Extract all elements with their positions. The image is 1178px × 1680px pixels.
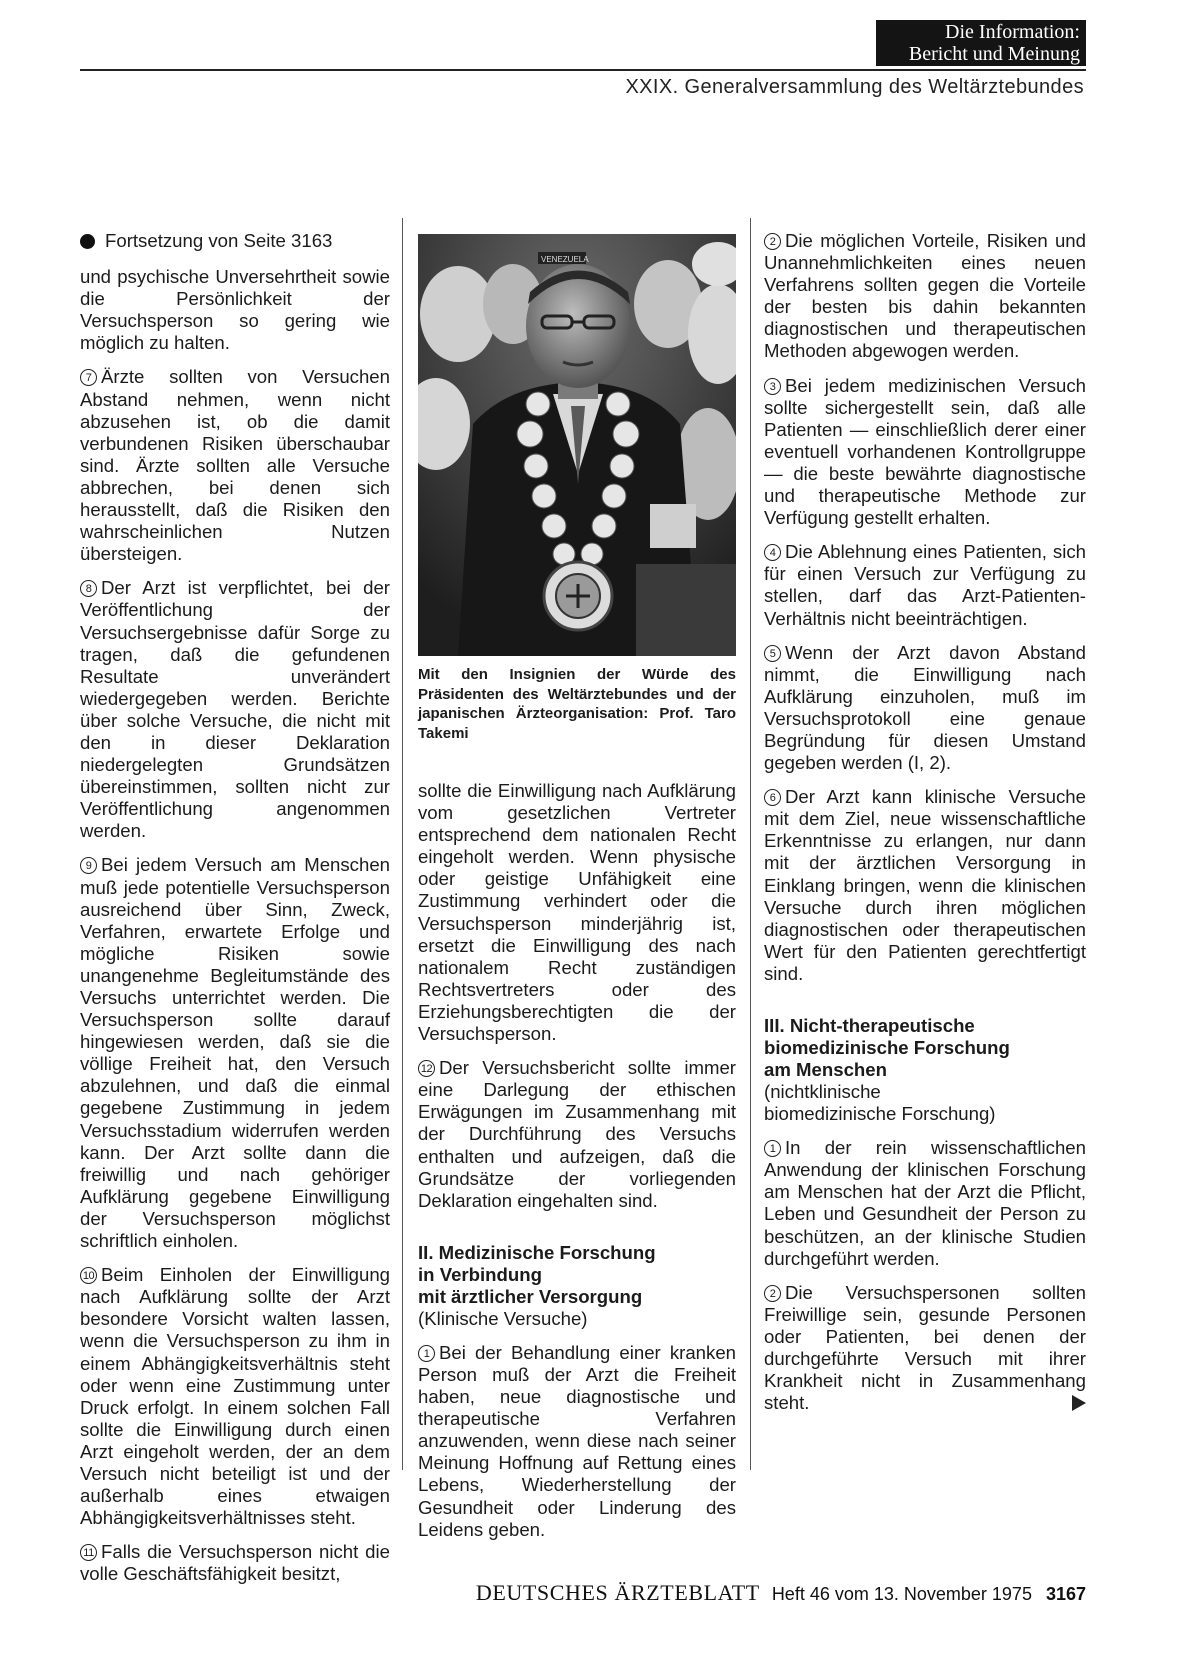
column-middle bbox=[418, 780, 736, 1553]
paragraph-II-3 bbox=[764, 375, 1086, 530]
heading-line: III. Nicht-therapeutische bbox=[764, 1015, 975, 1036]
paragraph-10 bbox=[80, 1264, 390, 1529]
section-subheading-2: (Klinische Versuche) bbox=[418, 1307, 588, 1329]
paragraph-III-1 bbox=[764, 1137, 1086, 1270]
heading-line: in Verbindung bbox=[418, 1263, 542, 1285]
column-right bbox=[764, 230, 1086, 1426]
page-number: 3167 bbox=[1045, 1584, 1086, 1604]
paragraph-text: Die Versuchspersonen sollten Freiwillige sein, gesunde Personen oder Patienten, bei denen der durchgeführte Versuch mit ihrer Krankheit nicht in Zusammenhang steht. bbox=[764, 1281, 1086, 1414]
portrait-photo bbox=[418, 234, 736, 656]
circled-number: 1 bbox=[418, 1345, 435, 1362]
photo-sign-text: VENEZUELA bbox=[541, 255, 589, 264]
paragraph: und psychische Unversehrtheit sowie die Persönlichkeit der Versuchsperson so gering wie möglich zu halten. bbox=[80, 266, 390, 354]
circled-number: 9 bbox=[80, 857, 97, 874]
issue-info: Heft 46 vom 13. November 1975 bbox=[771, 1584, 1032, 1604]
paragraph-III-2 bbox=[764, 1282, 1086, 1415]
section-heading-2 bbox=[418, 1242, 736, 1308]
paragraph-text: Der Versuchsbericht sollte immer eine Darlegung der ethischen Erwägungen im Zusammenhang mit der Durchführung des Versuchs enthalten und aufzeigen, daß die Grundsätze der vorliegenden Deklaration eingehalten sind. bbox=[418, 1057, 736, 1211]
paragraph-II-1 bbox=[418, 1342, 736, 1541]
paragraph-text: Bei der Behandlung einer kranken Person muß der Arzt die Freiheit haben, neue diagnostische und therapeutische Verfahren anzuwenden, wenn diese nach seiner Meinung Hoffnung auf Rettung eines Lebens, Wiederherstellung der Gesundheit oder Linderung des Leidens geben. bbox=[418, 1341, 736, 1540]
paragraph-text: Die möglichen Vorteile, Risiken und Unannehmlichkeiten eines neuen Verfahrens sollten gegen die Vorteile der besten bis dahin bekannten diagnostischen und therapeutischen Methoden abgewogen werden. bbox=[764, 230, 1086, 362]
column-left bbox=[80, 230, 390, 1597]
paragraph-text: Beim Einholen der Einwilligung nach Aufklärung sollte der Arzt besondere Vorsicht walten lassen, wenn die Versuchsperson zu ihm in einem Abhängigkeitsverhältnis steht oder wenn eine Zustimmung unter Druck erfolgt. In einem solchen Fall sollte die Einwilligung durch einen Arzt eingeholt werden, der an dem Versuch nicht beteiligt ist und der außerhalb eines etwaigen Abhängigkeitsverhältnisses steht. bbox=[80, 1264, 390, 1529]
paragraph-11-continued: sollte die Einwilligung nach Aufklärung vom gesetzlichen Vertreter entsprechend dem nationalen Recht eingeholt werden. Wenn physische oder geistige Unfähigkeit eine Zustimmung verhindert oder die Versuchsperson minderjährig ist, ersetzt die Einwilligung des nach nationalem Recht zuständigen Rechtsvertreters oder des Erziehungsberechtigten die der Versuchsperson. bbox=[418, 780, 736, 1045]
column-divider bbox=[402, 218, 403, 1470]
heading-line: biomedizinische Forschung bbox=[764, 1037, 1010, 1058]
circled-number: 7 bbox=[80, 369, 97, 386]
paragraph-text: Bei jedem medizinischen Versuch sollte sichergestellt sein, daß alle Patienten — einschließlich derer einer eventuell vorhandenen Kontrollgruppe — die beste bewährte diagnostische und therapeutische Methode zur Verfügung gestellt erhalten. bbox=[764, 374, 1086, 529]
circled-number: 1 bbox=[764, 1140, 781, 1157]
circled-number: 10 bbox=[80, 1267, 97, 1284]
section-label-line2: Bericht und Meinung bbox=[908, 43, 1080, 65]
section-badge bbox=[876, 20, 1086, 66]
paragraph-7 bbox=[80, 366, 390, 565]
heading-line: II. Medizinische Forschung bbox=[418, 1241, 656, 1263]
paragraph-text: Falls die Versuchsperson nicht die volle Geschäftsfähigkeit besitzt, bbox=[80, 1541, 390, 1585]
circled-number: 3 bbox=[764, 378, 781, 395]
continued-text: Fortsetzung von Seite 3163 bbox=[105, 230, 333, 251]
paragraph-8 bbox=[80, 577, 390, 842]
circled-number: 2 bbox=[764, 233, 781, 250]
page-footer bbox=[476, 1580, 1086, 1606]
section-heading-3 bbox=[764, 1015, 1086, 1081]
paragraph-II-6 bbox=[764, 786, 1086, 985]
circled-number: 11 bbox=[80, 1544, 97, 1561]
paragraph-II-4 bbox=[764, 541, 1086, 629]
circled-number: 8 bbox=[80, 580, 97, 597]
continue-arrow-icon bbox=[1072, 1395, 1086, 1411]
paragraph-12 bbox=[418, 1057, 736, 1212]
photo-illustration bbox=[418, 234, 736, 656]
section-subheading-3-line2: biomedizinische Forschung) bbox=[764, 1103, 996, 1125]
circled-number: 5 bbox=[764, 645, 781, 662]
circled-number: 6 bbox=[764, 789, 781, 806]
paragraph-11 bbox=[80, 1541, 390, 1585]
paragraph-text: Die Ablehnung eines Patienten, sich für einen Versuch zur Verfügung zu stellen, darf das Arzt-Patienten-Verhältnis nicht beeinträchtigen. bbox=[764, 541, 1086, 629]
paragraph-text: Bei jedem Versuch am Menschen muß jede potentielle Versuchsperson ausreichend über Sinn, Zweck, Verfahren, erwartete Erfolge und mögliche Risiken sowie unangenehme Begleitumstände des Versuchs unterrichtet werden. Die Versuchsperson sollte darauf hingewiesen werden, daß sie die völlige Freiheit hat, den Versuch abzulehnen, und daß die einmal gegebene Zustimmung in jedem Versuchsstadium widerrufen werden kann. Der Arzt sollte dann die freiwillig und nach gehöriger Aufklärung gegebene Einwilligung der Versuchsperson möglichst schriftlich einholen. bbox=[80, 854, 390, 1252]
circled-number: 12 bbox=[418, 1060, 435, 1077]
heading-line: am Menschen bbox=[764, 1059, 887, 1080]
journal-title: DEUTSCHES ÄRZTEBLATT bbox=[475, 1580, 760, 1605]
circled-number: 2 bbox=[764, 1285, 781, 1302]
photo-caption: Mit den Insignien der Würde des Präsidenten des Weltärztebundes und der japanischen Ärzteorganisation: Prof. Taro Takemi bbox=[418, 666, 736, 742]
paragraph-II-2 bbox=[764, 230, 1086, 363]
bullet-icon bbox=[80, 234, 95, 249]
heading-line: mit ärztlicher Versorgung bbox=[418, 1285, 643, 1307]
column-divider bbox=[750, 218, 751, 1470]
continued-note bbox=[80, 230, 390, 252]
paragraph-text: Wenn der Arzt davon Abstand nimmt, die Einwilligung nach Aufklärung einzuholen, muß im Versuchsprotokoll eine genaue Begründung für diesen Umstand gegeben werden (I, 2). bbox=[764, 641, 1086, 774]
paragraph-9 bbox=[80, 854, 390, 1252]
paragraph-text: Ärzte sollten von Versuchen Abstand nehmen, wenn nicht abzusehen ist, ob die damit verbundenen Risiken überschaubar sind. Ärzte sollten alle Versuche abbrechen, bei denen sich herausstellt, daß die Risiken den wahrscheinlichen Nutzen übersteigen. bbox=[80, 366, 390, 565]
paragraph-II-5 bbox=[764, 642, 1086, 775]
paragraph-text: Der Arzt ist verpflichtet, bei der Veröffentlichung der Versuchsergebnisse dafür Sorge zu tragen, daß die gefundenen Resultate unverändert wiedergegeben werden. Berichte über solche Versuche, die nicht mit den in dieser Deklaration niedergelegten Grundsätzen übereinstimmen, sollten nicht zur Veröffentlichung angenommen werden. bbox=[80, 577, 390, 842]
section-label-line1: Die Information: bbox=[945, 21, 1080, 43]
running-title: XXIX. Generalversammlung des Weltärztebundes bbox=[625, 76, 1084, 98]
paragraph-text: Der Arzt kann klinische Versuche mit dem Ziel, neue wissenschaftliche Erkenntnisse zu erlangen, nur dann mit der ärztlichen Versorgung in Einklang bringen, wenn die klinischen Versuche durch ihren möglichen diagnostischen oder therapeutischen Wert für den Patienten gerechtfertigt sind. bbox=[764, 786, 1086, 984]
section-subheading-3-line1: (nichtklinische bbox=[764, 1081, 881, 1102]
top-rule bbox=[80, 69, 1086, 71]
circled-number: 4 bbox=[764, 544, 781, 561]
paragraph-text: In der rein wissenschaftlichen Anwendung der klinischen Forschung am Menschen hat der Arzt die Pflicht, Leben und Gesundheit der Person zu beschützen, an der klinische Studien durchgeführt werden. bbox=[764, 1137, 1086, 1269]
